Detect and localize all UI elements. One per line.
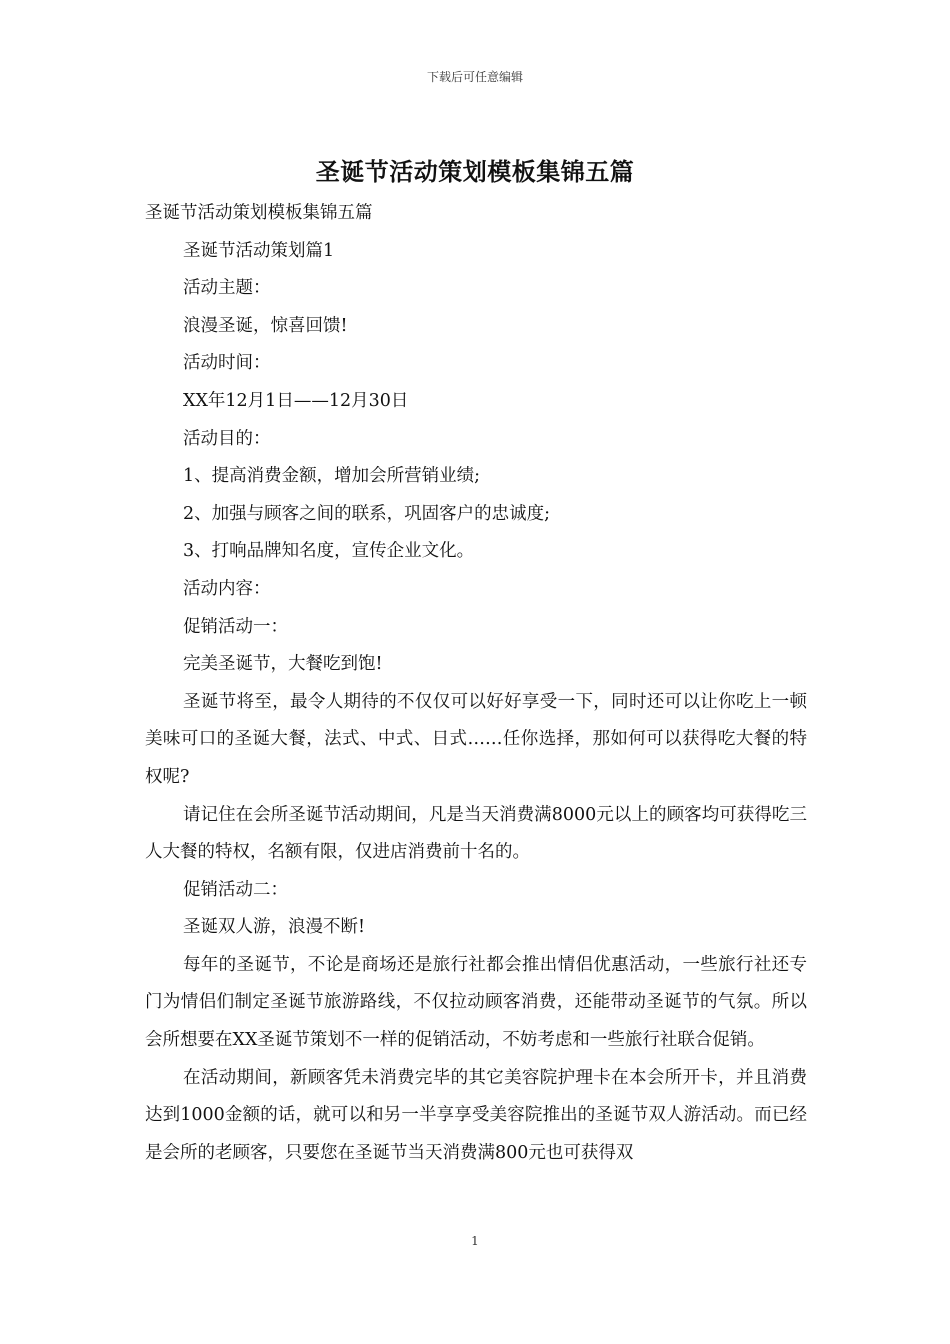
header-note: 下载后可任意编辑 xyxy=(426,70,523,84)
label-theme: 活动主题： xyxy=(183,278,271,299)
promo-slogan: 完美圣诞节，大餐吃到饱! xyxy=(183,654,383,675)
body-paragraph: 圣诞节将至，最令人期待的不仅仅可以好好享受一下，同时还可以让你吃上一顿美味可口的圣诞大餐，法式、中式、日式……任你选择，那如何可以获得吃大餐的特权呢? xyxy=(145,691,807,787)
promo-heading: 促销活动二： xyxy=(183,879,288,900)
purpose-item: 3、打响品牌知名度，宣传企业文化。 xyxy=(183,541,475,562)
body-paragraph: 请记住在会所圣诞节活动期间，凡是当天消费满8000元以上的顾客均可获得吃三人大餐的特权，名额有限，仅进店消费前十名的。 xyxy=(145,804,807,863)
subtitle-line: 圣诞节活动策划模板集锦五篇 xyxy=(145,203,373,223)
section-heading: 圣诞节活动策划篇1 xyxy=(183,240,335,261)
label-purpose: 活动目的： xyxy=(183,428,271,449)
document-title: 圣诞节活动策划模板集锦五篇 xyxy=(315,157,635,186)
body-paragraph: 在活动期间，新顾客凭未消费完毕的其它美容院护理卡在本会所开卡，并且消费达到1000金额的话，就可以和另一半享享受美容院推出的圣诞节双人游活动。而已经是会所的老顾客，只要您在圣诞节当天消费满800元也可获得双 xyxy=(145,1067,807,1163)
document-body xyxy=(145,195,807,1172)
promo-slogan: 圣诞双人游，浪漫不断! xyxy=(183,917,366,938)
time-text: XX年12月1日——12月30日 xyxy=(183,390,409,411)
page-number: 1 xyxy=(471,1234,479,1248)
label-time: 活动时间： xyxy=(183,353,271,374)
promo-heading: 促销活动一： xyxy=(183,616,288,637)
purpose-item: 2、加强与顾客之间的联系，巩固客户的忠诚度; xyxy=(183,503,551,524)
body-paragraph: 每年的圣诞节，不论是商场还是旅行社都会推出情侣优惠活动，一些旅行社还专门为情侣们制定圣诞节旅游路线，不仅拉动顾客消费，还能带动圣诞节的气氛。所以会所想要在XX圣诞节策划不一样的促销活动，不妨考虑和一些旅行社联合促销。 xyxy=(145,954,807,1051)
purpose-item: 1、提高消费金额，增加会所营销业绩; xyxy=(183,466,481,487)
label-content: 活动内容： xyxy=(183,578,271,599)
theme-text: 浪漫圣诞，惊喜回馈! xyxy=(183,315,348,336)
